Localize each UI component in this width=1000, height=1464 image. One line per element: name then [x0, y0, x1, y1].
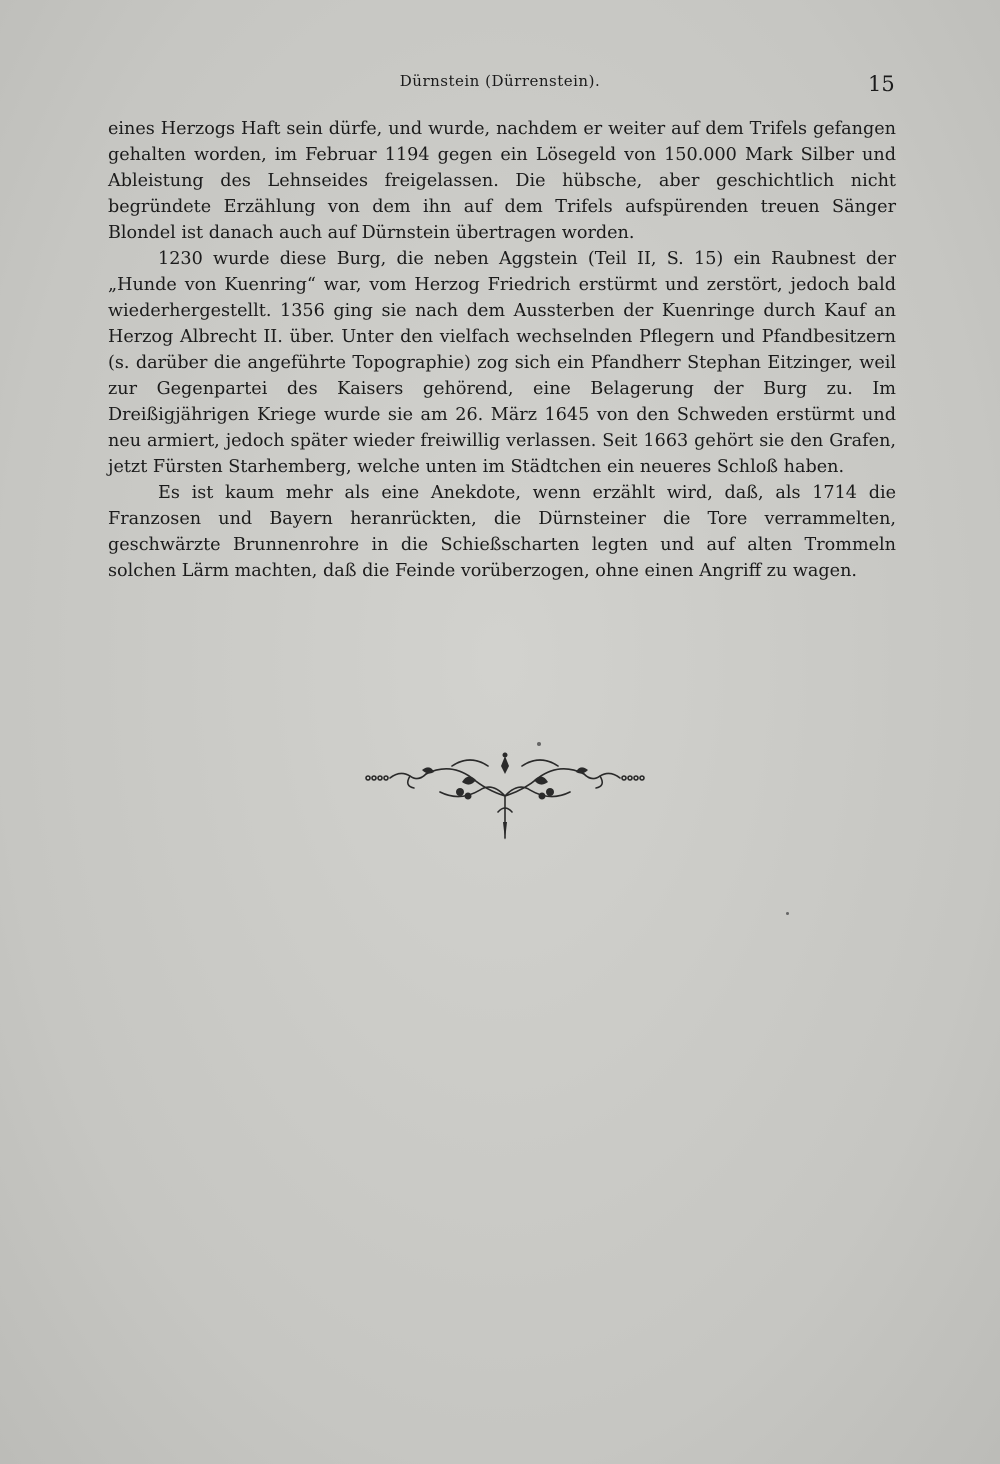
page-number: 15 [868, 72, 895, 96]
paper-speck [537, 742, 541, 746]
paragraph-castle-history: 1230 wurde diese Burg, die neben Aggstein (Teil II, S. 15) ein Raubnest der „Hunde von Kuenring“ war, vom Herzog Friedrich erstürmt und zerstört, jedoch bald wiederhergestellt. 1356 ging sie nach dem Aussterben der Kuenringe durch Kauf an Herzog Albrecht II. über. Unter den vielfach wechselnden Pflegern und Pfandbesitzern (s. darüber die angeführte Topographie) zog sich ein Pfandherr Stephan Eitzinger, weil zur Gegenpartei des Kaisers gehörend, eine Belagerung der Burg zu. Im Dreißigjährigen Kriege wurde sie am 26. März 1645 von den Schweden erstürmt und neu armiert, jedoch später wieder freiwillig verlassen. Seit 1663 gehört sie den Grafen, jetzt Fürsten Starhemberg, welche unten im Städtchen ein neueres Schloß haben. [108, 249, 896, 477]
floral-vignette-icon [360, 752, 650, 842]
paper-speck [786, 912, 789, 915]
paragraph-continued: eines Herzogs Haft sein dürfe, und wurde, nachdem er weiter auf dem Trifels gefangen gehalten worden, im Februar 1194 gegen ein Lösegeld von 150.000 Mark Silber und Ableistung des Lehnseides freigelassen. Die hübsche, aber geschichtlich nicht begründete Erzählung von dem ihn auf dem Trifels aufspürenden treuen Sänger Blondel ist danach auch auf Dürnstein übertragen worden. [108, 119, 896, 243]
running-head: Dürnstein (Dürrenstein). [399, 72, 601, 90]
body-text [108, 116, 896, 584]
paragraph-anecdote: Es ist kaum mehr als eine Anekdote, wenn erzählt wird, daß, als 1714 die Franzosen und Bayern heranrückten, die Dürnsteiner die Tore verrammelten, geschwärzte Brunnenrohre in die Schießscharten legten und auf alten Trommeln solchen Lärm machten, daß die Feinde vorüberzogen, ohne einen Angriff zu wagen. [108, 483, 896, 581]
